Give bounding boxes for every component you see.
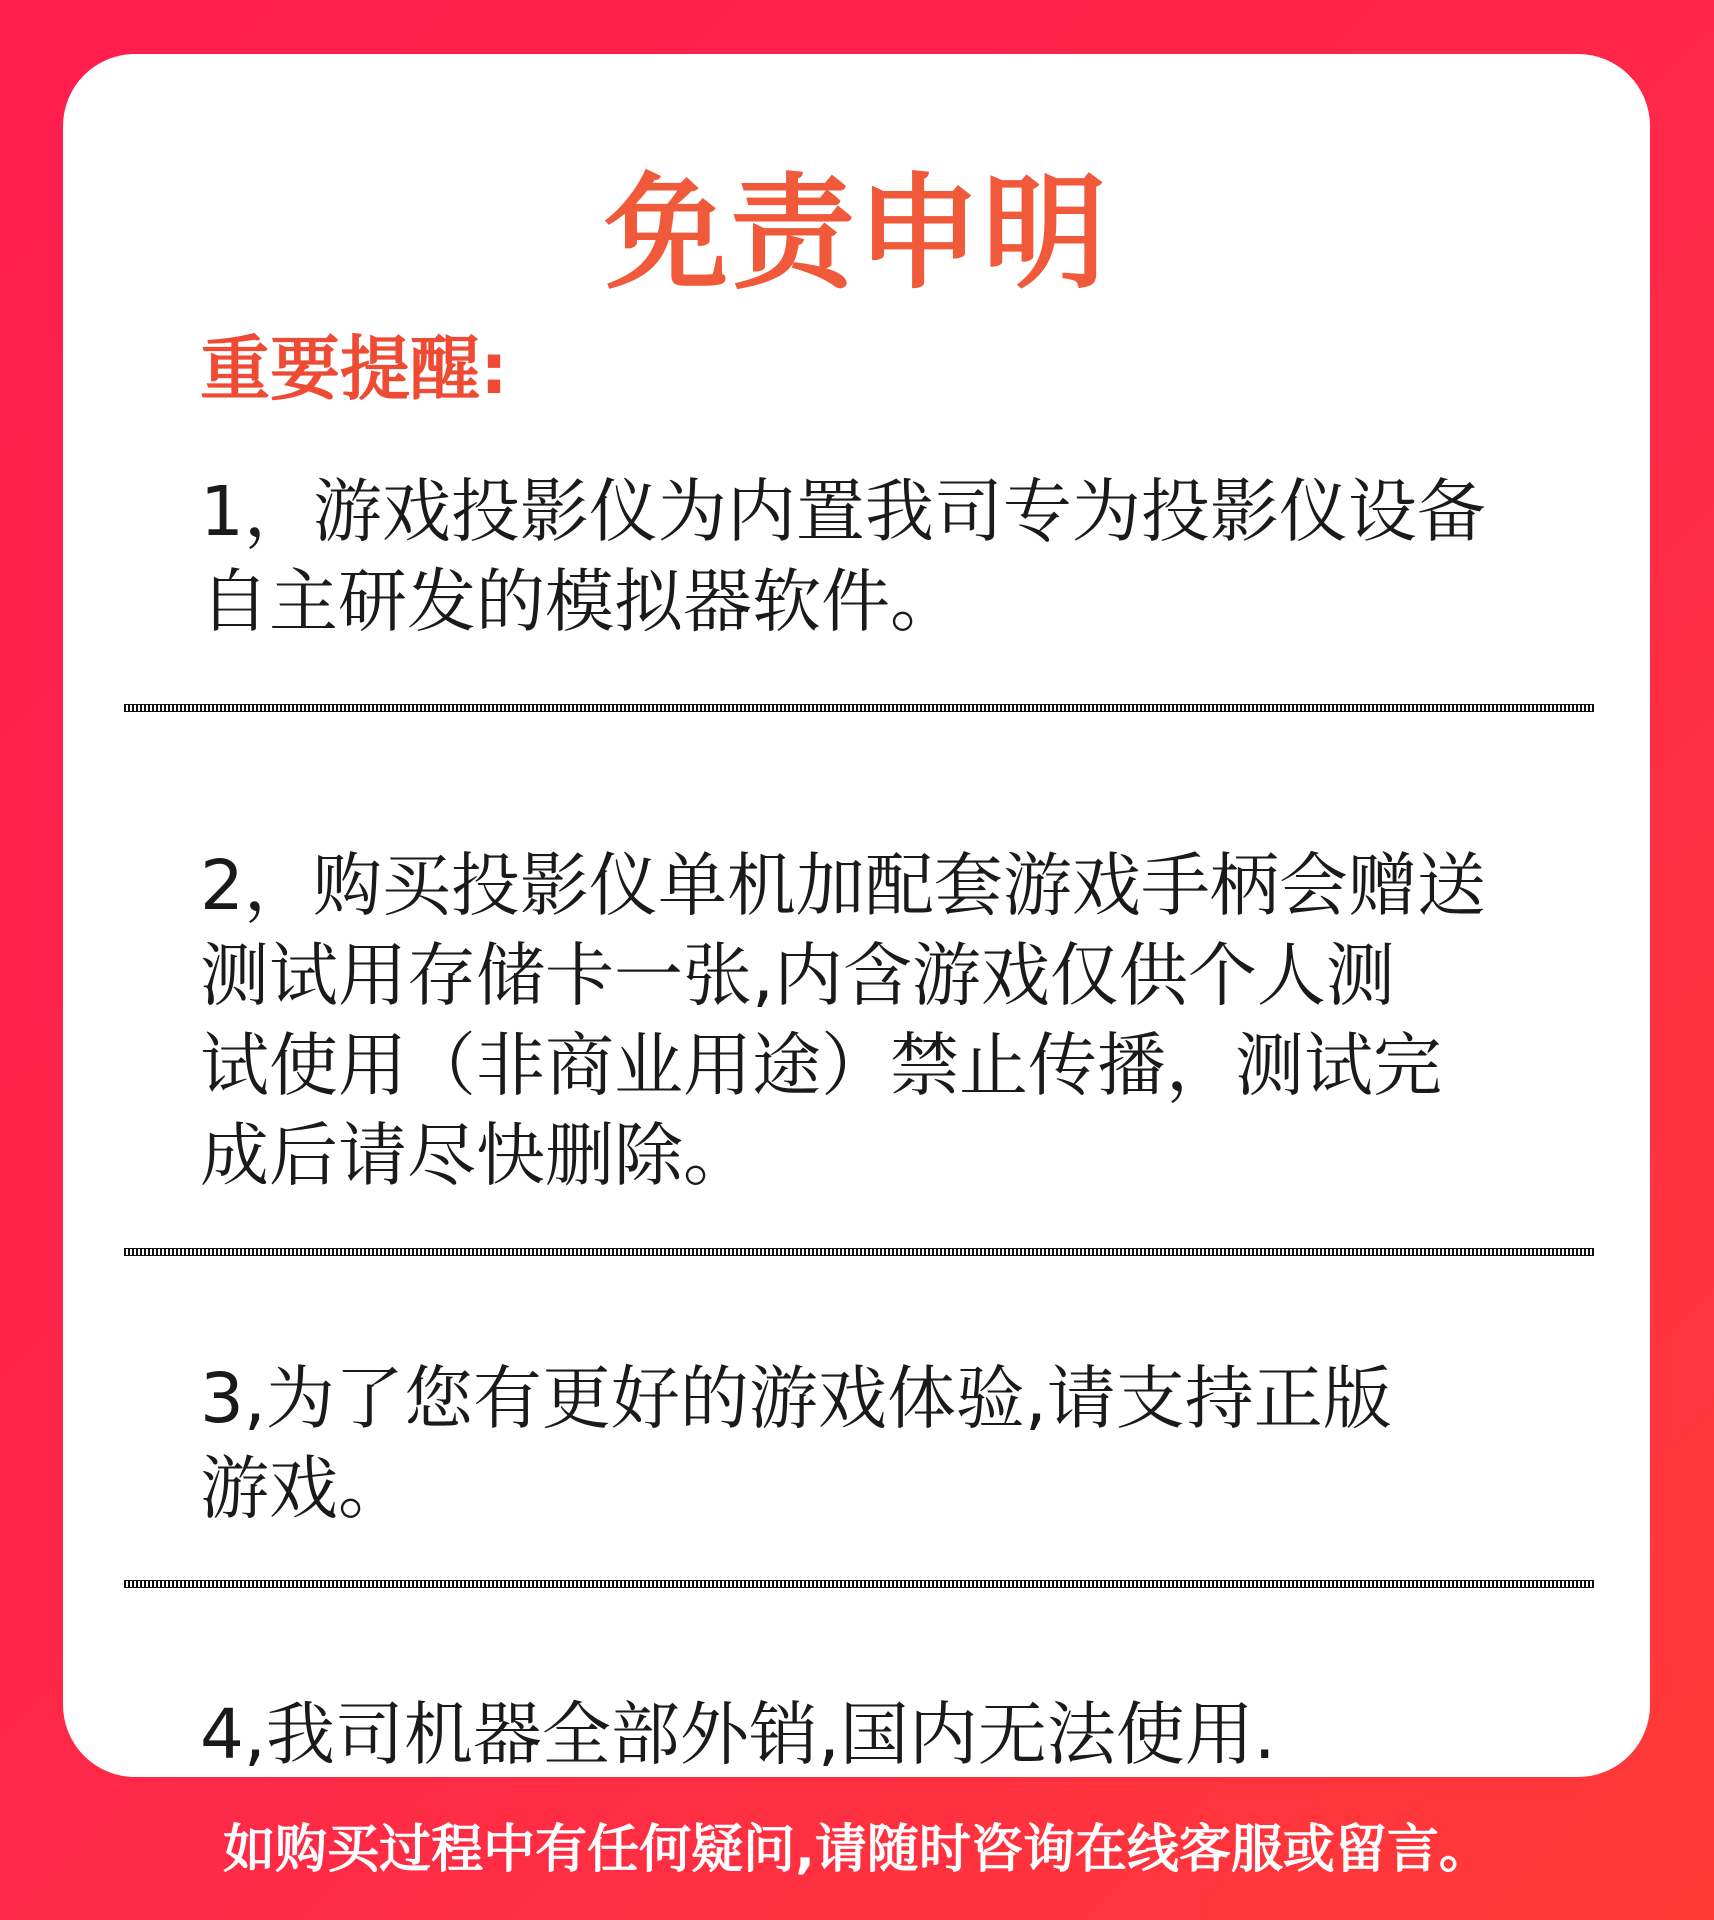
footer-note: 如购买过程中有任何疑问,请随时咨询在线客服或留言。 bbox=[223, 1820, 1491, 1880]
disclaimer-card bbox=[63, 54, 1650, 1777]
notice-item-3: 3,为了您有更好的游戏体验,请支持正版 游戏。 bbox=[200, 1359, 1392, 1529]
section-heading: 重要提醒: bbox=[200, 328, 508, 410]
notice-item-1: 1，游戏投影仪为内置我司专为投影仪设备 自主研发的模拟器软件。 bbox=[200, 472, 1486, 642]
notice-item-4: 4,我司机器全部外销,国内无法使用. bbox=[200, 1695, 1276, 1775]
divider-2 bbox=[124, 1248, 1594, 1256]
divider-1 bbox=[124, 704, 1594, 712]
notice-item-2: 2，购买投影仪单机加配套游戏手柄会赠送 测试用存储卡一张,内含游戏仅供个人测 试使用（非商业用途）禁止传播，测试完 成后请尽快删除。 bbox=[200, 846, 1486, 1196]
divider-3 bbox=[124, 1580, 1594, 1588]
page-title: 免责申明 bbox=[604, 162, 1109, 306]
